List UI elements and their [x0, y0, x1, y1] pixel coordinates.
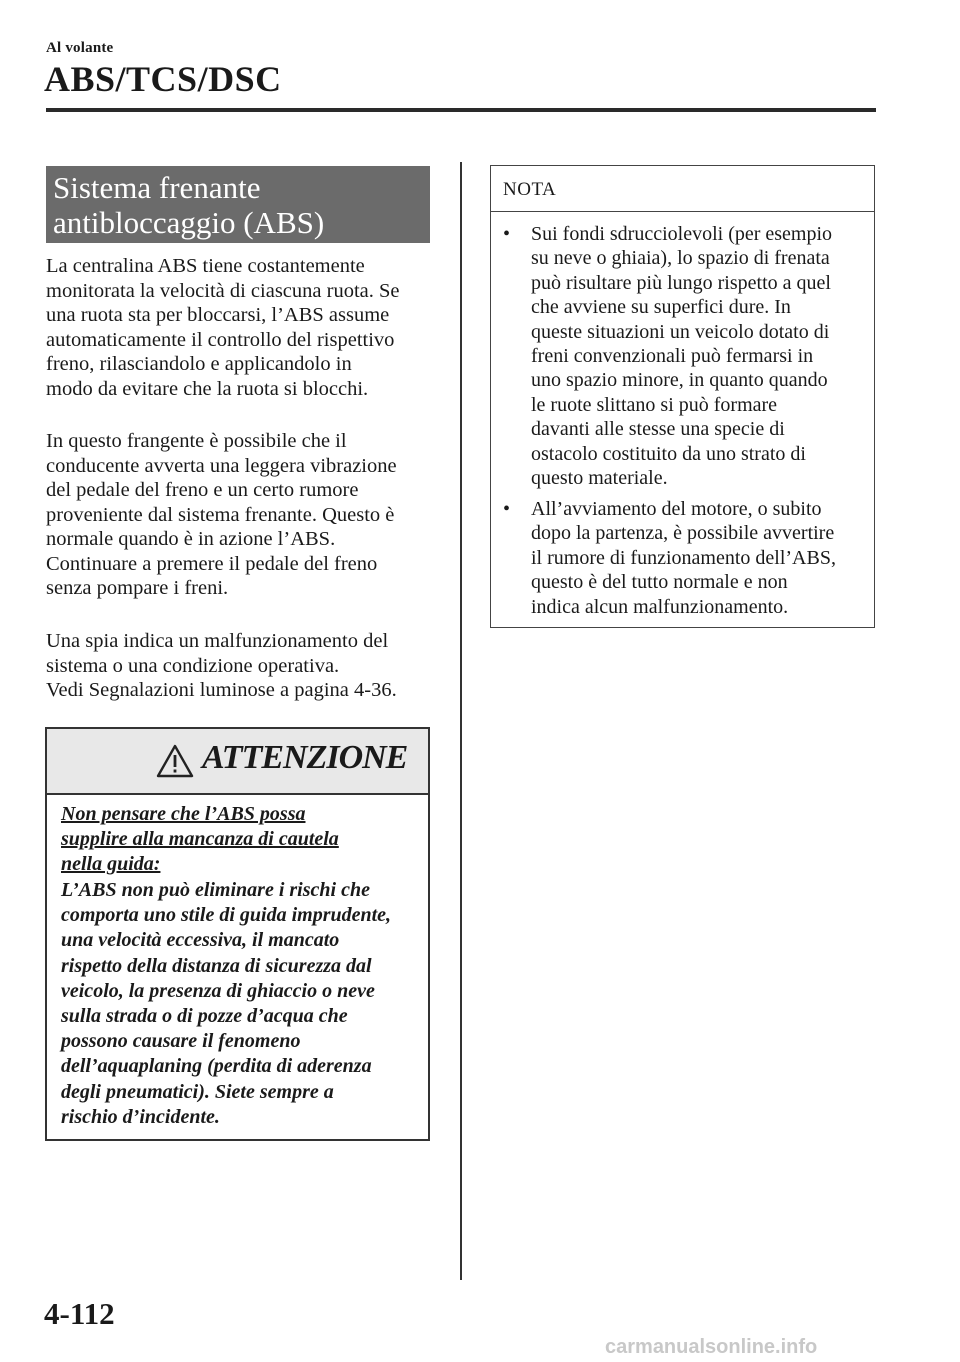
- section-heading-line: Sistema frenante: [53, 170, 261, 205]
- note-line: dopo la partenza, è possibile avvertire: [531, 522, 835, 545]
- text-line: del pedale del freno e un certo rumore: [46, 479, 359, 501]
- warning-body-line: degli pneumatici). Siete sempre a: [61, 1080, 334, 1103]
- note-line: freni convenzionali può fermarsi in: [531, 345, 814, 368]
- text-line: Una spia indica un malfunzionamento del: [46, 630, 389, 652]
- paragraph-vibration: [46, 429, 436, 601]
- page-number: 4-112: [44, 1296, 115, 1331]
- note-line: uno spazio minore, in quanto quando: [531, 369, 828, 392]
- column-divider: [460, 162, 462, 1280]
- warning-body-line: comporta uno stile di guida imprudente,: [61, 904, 392, 927]
- section-heading-line: antibloccaggio (ABS): [53, 205, 325, 240]
- warning-body-line: L’ABS non può eliminare i rischi che: [61, 879, 370, 901]
- text-line: In questo frangente è possibile che il: [46, 430, 347, 452]
- warning-body-line: rispetto della distanza di sicurezza dal: [61, 954, 372, 977]
- text-line: senza pompare i freni.: [46, 577, 229, 599]
- section-heading: [46, 166, 430, 243]
- note-line: queste situazioni un veicolo dotato di: [531, 320, 830, 343]
- watermark: carmanualsonline.info: [605, 1336, 818, 1358]
- note-title: NOTA: [503, 179, 557, 200]
- warning-body-line: veicolo, la presenza di ghiaccio o neve: [61, 979, 375, 1002]
- warning-heading-line: supplire alla mancanza di cautela: [61, 828, 339, 851]
- note-line: il rumore di funzionamento dell’ABS,: [531, 546, 836, 569]
- page-title: ABS/TCS/DSC: [44, 59, 282, 99]
- text-line: conducente avverta una leggera vibrazione: [46, 454, 397, 477]
- note-line: può risultare più lungo rispetto a quel: [531, 271, 831, 294]
- note-line: questo materiale.: [531, 467, 668, 490]
- warning-title: ATTENZIONE: [202, 739, 408, 776]
- note-line: che avviene su superfici dure. In: [531, 296, 791, 319]
- text-line: Continuare a premere il pedale del freno: [46, 552, 378, 575]
- warning-heading-line: nella guida:: [61, 853, 161, 876]
- note-divider: [491, 211, 874, 212]
- text-line: normale quando è in azione l’ABS.: [46, 528, 336, 550]
- paragraph-abs-control: [46, 254, 436, 401]
- note-line: questo è del tutto normale e non: [531, 571, 788, 594]
- note-line: su neve o ghiaia), lo spazio di frenata: [531, 247, 830, 270]
- paragraph-warning-light: [46, 629, 436, 703]
- section-label: Al volante: [46, 40, 114, 56]
- warning-heading-line: Non pensare che l’ABS possa: [61, 803, 306, 825]
- note-line: Sui fondi sdrucciolevoli (per esempio: [531, 223, 833, 245]
- text-line: sistema o una condizione operativa.: [46, 654, 340, 677]
- warning-body-line: possono causare il fenomeno: [61, 1030, 301, 1053]
- text-line: proveniente dal sistema frenante. Questo è: [46, 503, 395, 526]
- warning-body-line: sulla strada o di pozze d’acqua che: [61, 1005, 348, 1028]
- text-line: automaticamente il controllo del rispettivo: [46, 328, 395, 351]
- bullet-icon: •: [503, 498, 511, 520]
- warning-body-line: una velocità eccessiva, il mancato: [61, 929, 340, 952]
- text-line: freno, rilasciandolo e applicandolo in: [46, 353, 352, 375]
- warning-heading: [61, 802, 339, 878]
- text-line: modo da evitare che la ruota si blocchi.: [46, 377, 369, 400]
- bullet-icon: •: [503, 223, 511, 245]
- note-line: davanti alle stesse una specie di: [531, 418, 785, 441]
- warning-body-line: dell’aquaplaning (perdita di aderenza: [61, 1055, 372, 1078]
- text-line: monitorata la velocità di ciascuna ruota. Se: [46, 279, 400, 302]
- note-line: indica alcun malfunzionamento.: [531, 595, 789, 618]
- warning-triangle-icon: [155, 743, 195, 779]
- note-box: [490, 165, 875, 628]
- text-line: Vedi Segnalazioni luminose a pagina 4-36.: [46, 679, 397, 701]
- note-line: le ruote slittano si può formare: [531, 393, 778, 416]
- note-line: ostacolo costituito da uno strato di: [531, 442, 806, 465]
- text-line: una ruota sta per bloccarsi, l’ABS assume: [46, 304, 390, 326]
- note-line: All’avviamento del motore, o subito: [531, 498, 822, 520]
- header-divider: [46, 108, 876, 112]
- warning-body-line: rischio d’incidente.: [61, 1105, 220, 1128]
- warning-header: [47, 729, 428, 795]
- warning-body: [61, 878, 391, 1130]
- warning-box: [45, 727, 430, 1141]
- text-line: La centralina ABS tiene costantemente: [46, 255, 365, 277]
